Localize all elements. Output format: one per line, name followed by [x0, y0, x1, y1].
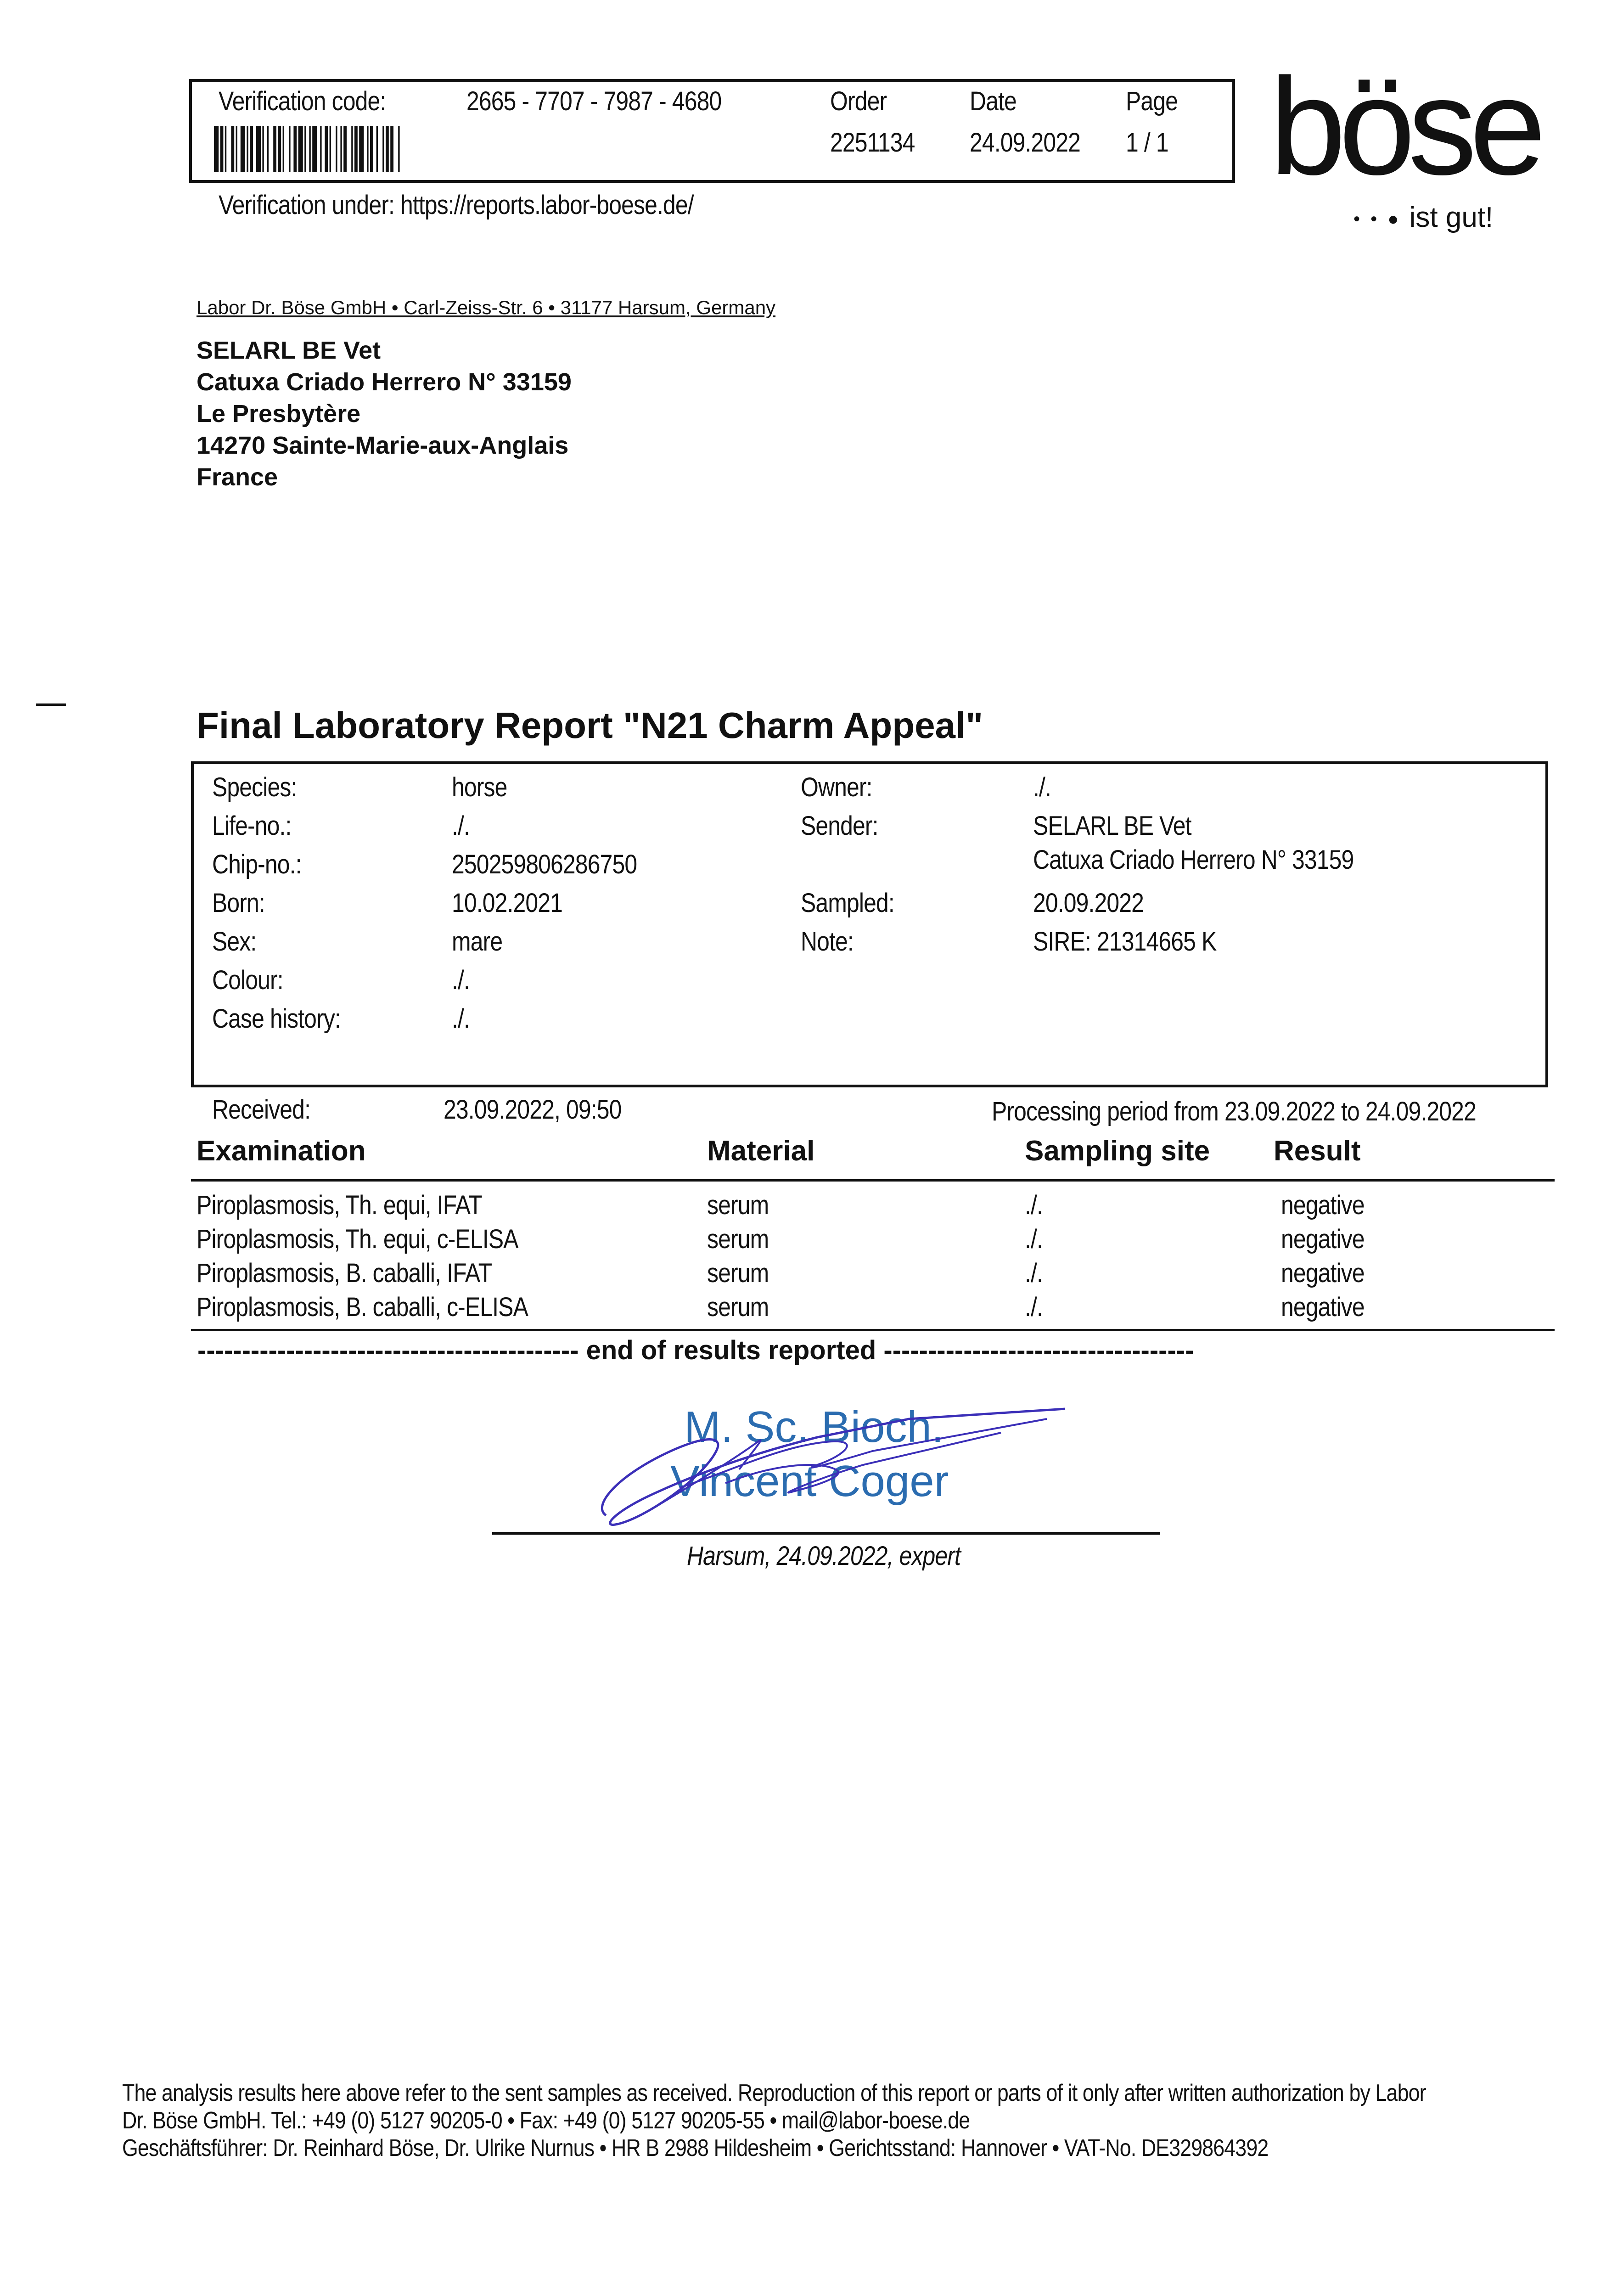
chip-no-label: Chip-no.:	[212, 850, 302, 879]
sender-return-address: Labor Dr. Böse GmbH • Carl-Zeiss-Str. 6 • 31177 Harsum, Germany	[197, 297, 776, 318]
barcode-bar	[343, 126, 347, 172]
order-label: Order	[830, 86, 887, 116]
row-result: negative	[1281, 1258, 1365, 1288]
date-label: Date	[970, 86, 1016, 116]
barcode-bar	[390, 126, 393, 172]
handwritten-signature	[588, 1401, 1074, 1534]
life-no-value: ./.	[452, 811, 470, 841]
barcode-bar	[236, 126, 237, 172]
barcode-bar	[354, 126, 358, 172]
sex-label: Sex:	[212, 927, 257, 957]
verification-code: 2665 - 7707 - 7987 - 4680	[466, 86, 722, 116]
order-number: 2251134	[830, 128, 915, 158]
barcode-bar	[312, 126, 317, 172]
report-title: Final Laboratory Report "N21 Charm Appeal"	[197, 705, 983, 746]
fold-mark	[36, 703, 66, 706]
barcode-bar	[225, 126, 226, 172]
barcode-bar	[220, 126, 224, 172]
chip-no-value: 250259806286750	[452, 850, 637, 879]
row-examination: Piroplasmosis, Th. equi, c-ELISA	[197, 1224, 518, 1254]
row-material: serum	[707, 1292, 769, 1322]
barcode-bar	[359, 126, 364, 172]
row-result: negative	[1281, 1190, 1365, 1220]
row-examination: Piroplasmosis, B. caballi, c-ELISA	[197, 1292, 528, 1322]
barcode-bar	[325, 126, 328, 172]
colour-label: Colour:	[212, 965, 283, 995]
col-header-examination: Examination	[197, 1135, 366, 1167]
barcode-bar	[367, 126, 368, 172]
barcode-bar	[293, 126, 297, 172]
row-material: serum	[707, 1190, 769, 1220]
tagline-dots-icon: • • ●	[1353, 209, 1402, 230]
barcode-bar	[309, 126, 310, 172]
case-history-value: ./.	[452, 1004, 470, 1034]
barcode-bar	[256, 126, 261, 172]
barcode-bar	[278, 126, 281, 172]
born-value: 10.02.2021	[452, 888, 563, 918]
table-header-rule	[191, 1179, 1555, 1182]
barcode-bar	[262, 126, 264, 172]
row-result: negative	[1281, 1224, 1365, 1254]
barcode-bar	[330, 126, 331, 172]
barcode-bar	[231, 126, 234, 172]
barcode-bar	[273, 126, 276, 172]
barcode-bar	[370, 126, 373, 172]
page-label: Page	[1126, 86, 1178, 116]
signature-caption: Harsum, 24.09.2022, expert	[687, 1541, 960, 1571]
barcode-bar	[304, 126, 306, 172]
recipient-line: Catuxa Criado Herrero N° 33159	[197, 368, 572, 396]
recipient-line: SELARL BE Vet	[197, 337, 381, 364]
sender-value-2: Catuxa Criado Herrero N° 33159	[1033, 845, 1354, 875]
sex-value: mare	[452, 927, 503, 957]
barcode-bar	[250, 126, 253, 172]
signer-title: M. Sc. Bioch.	[684, 1402, 944, 1452]
row-sampling-site: ./.	[1025, 1190, 1043, 1220]
barcode-bar	[336, 126, 337, 172]
row-material: serum	[707, 1258, 769, 1288]
signer-name: Vincent Coger	[670, 1457, 949, 1506]
row-sampling-site: ./.	[1025, 1258, 1043, 1288]
row-examination: Piroplasmosis, Th. equi, IFAT	[197, 1190, 482, 1220]
barcode-bar	[386, 126, 389, 172]
note-label: Note:	[801, 927, 854, 957]
footer-line: Dr. Böse GmbH. Tel.: +49 (0) 5127 90205-0 • Fax: +49 (0) 5127 90205-55 • mail@labor-boese.de	[122, 2107, 970, 2134]
owner-value: ./.	[1033, 772, 1051, 802]
row-examination: Piroplasmosis, B. caballi, IFAT	[197, 1258, 492, 1288]
footer-line: Geschäftsführer: Dr. Reinhard Böse, Dr. Ulrike Nurnus • HR B 2988 Hildesheim • Gerichtsstand: Hannover • VAT-No. DE329864392	[122, 2135, 1269, 2161]
verification-url: Verification under: https://reports.labor-boese.de/	[219, 190, 694, 220]
recipient-line: 14270 Sainte-Marie-aux-Anglais	[197, 432, 569, 459]
logo-tagline	[1353, 201, 1493, 234]
row-sampling-site: ./.	[1025, 1224, 1043, 1254]
barcode-bar	[283, 126, 284, 172]
col-header-sampling-site: Sampling site	[1025, 1135, 1210, 1167]
barcode-bar	[351, 126, 353, 172]
sampled-label: Sampled:	[801, 888, 894, 918]
barcode-bar	[214, 126, 219, 172]
tagline-text: ist gut!	[1409, 202, 1494, 233]
species-value: horse	[452, 772, 507, 802]
barcode-bar	[267, 126, 269, 172]
barcode-bar	[340, 126, 342, 172]
row-material: serum	[707, 1224, 769, 1254]
colour-value: ./.	[452, 965, 470, 995]
signature-line	[492, 1532, 1160, 1535]
end-of-results: ------------------------------------------- end of results reported -----------------------------------	[197, 1335, 1194, 1365]
received-label: Received:	[212, 1095, 311, 1125]
recipient-line: France	[197, 463, 278, 491]
barcode-bar	[241, 126, 245, 172]
born-label: Born:	[212, 888, 265, 918]
table-bottom-rule	[191, 1329, 1555, 1331]
recipient-line: Le Presbytère	[197, 400, 361, 428]
owner-label: Owner:	[801, 772, 872, 802]
col-header-result: Result	[1274, 1135, 1361, 1167]
barcode-bar	[382, 126, 384, 172]
sender-label: Sender:	[801, 811, 878, 841]
row-result: negative	[1281, 1292, 1365, 1322]
life-no-label: Life-no.:	[212, 811, 292, 841]
barcode-bar	[298, 126, 303, 172]
species-label: Species:	[212, 772, 297, 802]
barcode-bar	[398, 126, 399, 172]
boese-logo: böse	[1269, 49, 1539, 203]
sampled-value: 20.09.2022	[1033, 888, 1144, 918]
verification-code-label: Verification code:	[219, 86, 386, 116]
note-value: SIRE: 21314665 K	[1033, 927, 1217, 957]
barcode-bar	[320, 126, 321, 172]
page-number: 1 / 1	[1126, 128, 1168, 158]
case-history-label: Case history:	[212, 1004, 341, 1034]
sender-value: SELARL BE Vet	[1033, 811, 1191, 841]
col-header-material: Material	[707, 1135, 815, 1167]
barcode-bar	[289, 126, 290, 172]
row-sampling-site: ./.	[1025, 1292, 1043, 1322]
received-value: 23.09.2022, 09:50	[444, 1095, 622, 1125]
animal-info-box	[191, 761, 1548, 1087]
barcode-bar	[376, 126, 378, 172]
report-date: 24.09.2022	[970, 128, 1081, 158]
processing-period: Processing period from 23.09.2022 to 24.09.2022	[992, 1097, 1476, 1126]
barcode-bar	[247, 126, 248, 172]
barcode	[214, 126, 554, 172]
footer-line: The analysis results here above refer to the sent samples as received. Reproduction of this report or parts of it only after written authorization by Labor	[122, 2080, 1426, 2106]
